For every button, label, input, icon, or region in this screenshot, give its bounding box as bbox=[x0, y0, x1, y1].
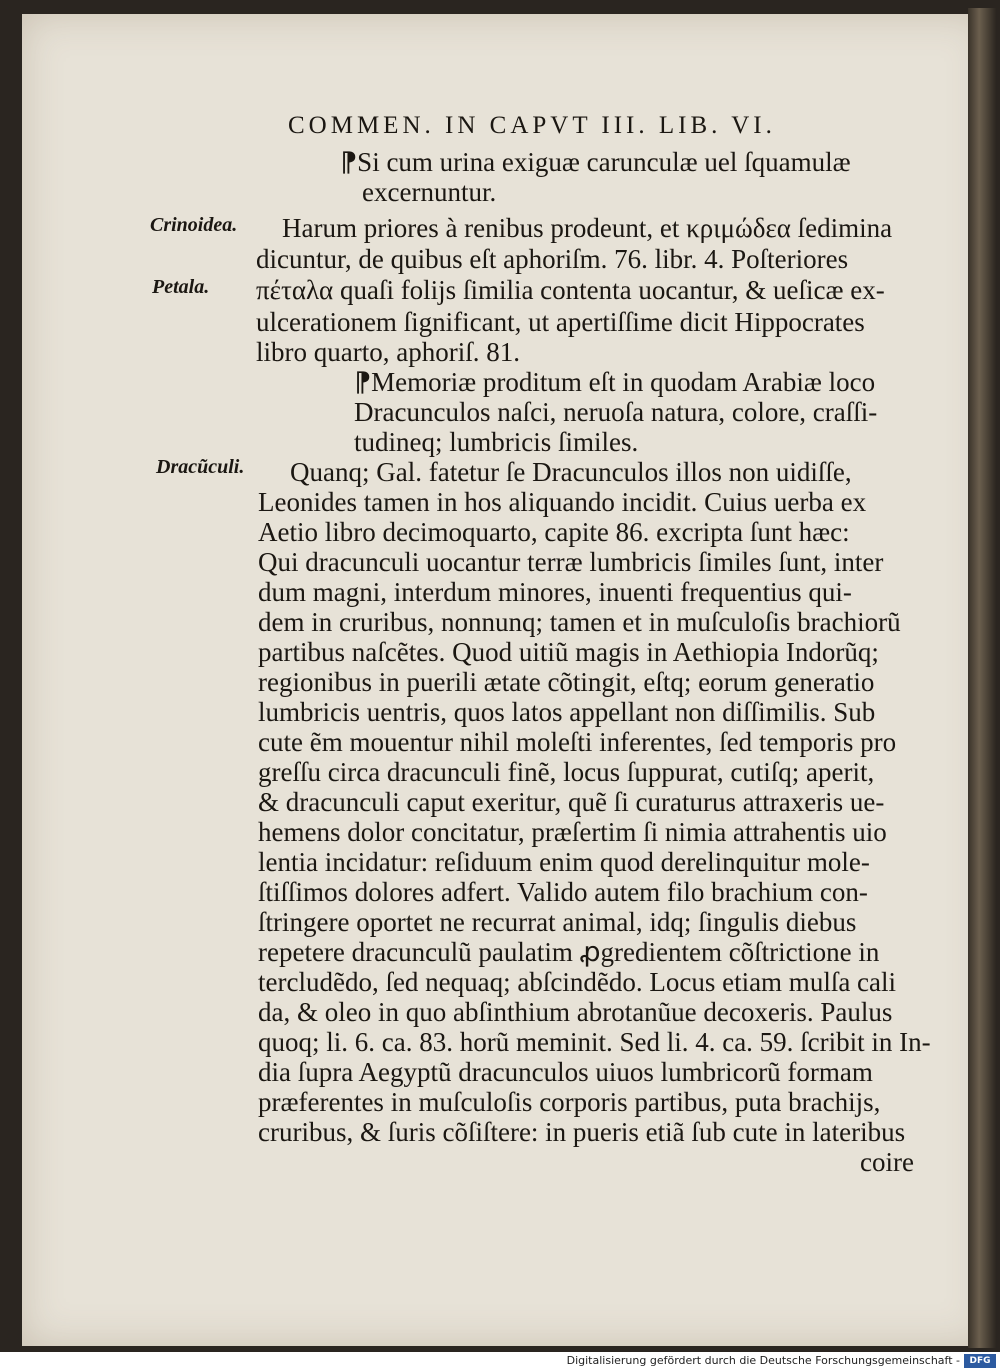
catchword: coire bbox=[860, 1147, 914, 1177]
text-line: tercludẽdo, ſed nequaq; abſcindẽdo. Locus etiam mulſa cali bbox=[258, 967, 897, 997]
text-line: libro quarto, aphoriſ. 81. bbox=[256, 337, 520, 367]
text-line: dicuntur, de quibus eſt aphoriſm. 76. libr. 4. Poſteriores bbox=[256, 244, 849, 274]
text-line: Harum priores à renibus prodeunt, et κριμώδεα ſedimina bbox=[282, 213, 893, 243]
text-line: Qui dracunculi uocantur terræ lumbricis ſimiles ſunt, inter bbox=[258, 547, 884, 577]
dfg-logo: DFG bbox=[964, 1354, 996, 1368]
book-gutter bbox=[968, 8, 996, 1348]
text-line: πέταλα quaſi folijs ſimilia contenta uocantur, & ueſicæ ex- bbox=[256, 275, 885, 305]
text-line: hemens dolor concitatur, præſertim ſi nimia attrahentis uio bbox=[258, 817, 887, 847]
text-line: repetere dracunculũ paulatim ꝓgredientem cõſtrictione in bbox=[258, 937, 880, 967]
text-line: da, & oleo in quo abſinthium abrotanũue decoxeris. Paulus bbox=[258, 997, 893, 1027]
text-line: cruribus, & ſuris cõſiſtere: in pueris etiã ſub cute in lateribus bbox=[258, 1117, 906, 1147]
margin-note-petala: Petala. bbox=[152, 276, 210, 298]
margin-note-crinoidea: Crinoidea. bbox=[150, 214, 238, 236]
text-line: ulcerationem ſignificant, ut apertiſſime dicit Hippocrates bbox=[256, 307, 865, 337]
text-line: dum magni, interdum minores, inuenti frequentius qui- bbox=[258, 577, 852, 607]
text-line: Dracunculos naſci, neruoſa natura, colore, craſſi- bbox=[354, 397, 878, 427]
text-line: quoq; li. 6. ca. 83. horũ meminit. Sed li. 4. ca. 59. ſcribit in In- bbox=[258, 1027, 931, 1057]
running-header: COMMEN. IN CAPVT III. LIB. VI. bbox=[288, 112, 776, 139]
text-line: tudineq; lumbricis ſimiles. bbox=[354, 427, 639, 457]
text-line: cute ẽm mouentur nihil moleſti inferentes, ſed temporis pro bbox=[258, 727, 897, 757]
margin-note-dracunculi: Dracũculi. bbox=[156, 456, 245, 478]
text-line: lumbricis uentris, quos latos appellant non diſſimilis. Sub bbox=[258, 697, 876, 727]
text-line: greſſu circa dracunculi finẽ, locus ſuppurat, cutiſq; aperit, bbox=[258, 757, 875, 787]
text-line: Quanq; Gal. fatetur ſe Dracunculos illos non uidiſſe, bbox=[290, 457, 852, 487]
text-line: præferentes in muſculoſis corporis partibus, puta brachijs, bbox=[258, 1087, 881, 1117]
text-line: partibus naſcẽtes. Quod uitiũ magis in Aethiopia Indorũq; bbox=[258, 637, 879, 667]
text-line: excernuntur. bbox=[362, 177, 497, 207]
text-line: Leonides tamen in hos aliquando incidit. Cuius uerba ex bbox=[258, 487, 867, 517]
text-line: lentia incidatur: reſiduum enim quod derelinquitur mole- bbox=[258, 847, 870, 877]
text-line: ſtringere oportet ne recurrat animal, idq; ſingulis diebus bbox=[258, 907, 857, 937]
text-line: ⁋Memoriæ proditum eſt in quodam Arabiæ loco bbox=[354, 367, 876, 397]
text-line: ſtiſſimos dolores adfert. Valido autem filo brachium con- bbox=[258, 877, 868, 907]
text-line: ⁋Si cum urina exiguæ carunculæ uel ſquamulæ bbox=[340, 147, 851, 177]
text-line: regionibus in puerili ætate cõtingit, eſtq; eorum generatio bbox=[258, 667, 875, 697]
text-line: dem in cruribus, nonnunq; tamen et in muſculoſis brachiorũ bbox=[258, 607, 901, 637]
footer-credit: Digitalisierung gefördert durch die Deutsche Forschungsgemeinschaft - bbox=[566, 1354, 960, 1367]
footer-bar bbox=[0, 1352, 1000, 1370]
text-line: Aetio libro decimoquarto, capite 86. excripta ſunt hæc: bbox=[258, 517, 850, 547]
text-line: dia ſupra Aegyptũ dracunculos uiuos lumbricorũ formam bbox=[258, 1057, 873, 1087]
text-line: & dracunculi caput exeritur, quẽ ſi curaturus attraxeris ue- bbox=[258, 787, 885, 817]
